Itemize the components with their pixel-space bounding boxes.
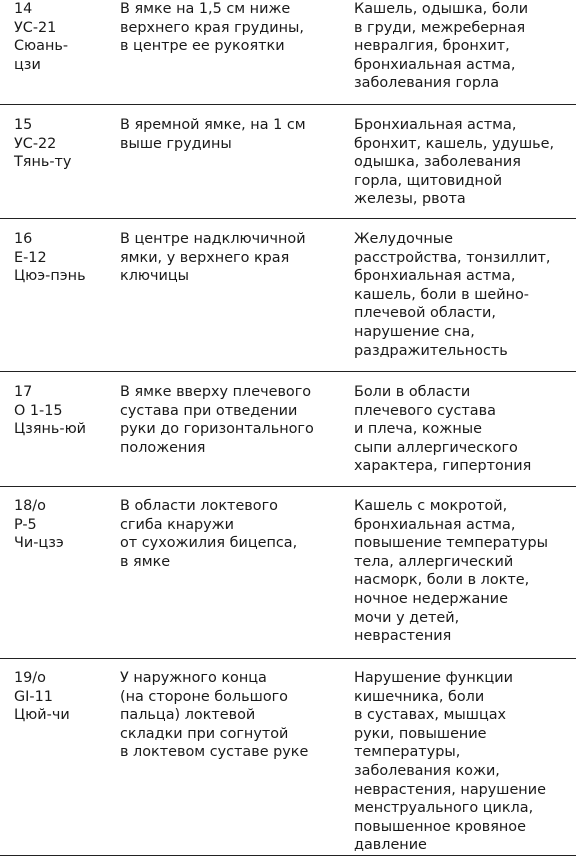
location-line: в локтевом суставе руке — [120, 744, 309, 761]
point-cell — [0, 219, 106, 372]
indications-line: сыпи аллергического — [354, 439, 518, 456]
point-line: УС-22 — [14, 135, 57, 152]
indications-line: неврастения, нарушение — [354, 781, 546, 798]
location-line: сустава при отведении — [120, 402, 298, 419]
indications-line: плечевой области, — [354, 305, 496, 322]
indications-line: в груди, межреберная — [354, 19, 526, 36]
indications-line: руки, повышение — [354, 725, 487, 742]
indications-line: неврастения — [354, 628, 452, 645]
point-line: Сюань- — [14, 38, 69, 55]
indications-line: раздражительность — [354, 342, 508, 359]
location-line: верхнего края грудины, — [120, 19, 304, 36]
point-cell — [0, 0, 106, 105]
point-line: О 1-15 — [14, 402, 63, 419]
indications-line: характера, гипертония — [354, 458, 532, 475]
indications-line: в суставах, мышцах — [354, 707, 507, 724]
location-line: сгиба кнаружи — [120, 516, 234, 533]
point-line: 16 — [14, 231, 33, 247]
location-line: У наружного конца — [120, 670, 267, 686]
point-line: 14 — [14, 1, 33, 17]
indications-line: расстройства, тонзиллит, — [354, 249, 551, 266]
point-line: УС-21 — [14, 19, 57, 36]
indications-line: менструального цикла, — [354, 800, 534, 817]
point-cell — [0, 487, 106, 659]
table-row — [0, 219, 576, 372]
location-line: (на стороне большого — [120, 688, 288, 705]
indications-cell — [339, 219, 576, 372]
indications-line: заболевания горла — [354, 75, 500, 92]
location-line: В области локтевого — [120, 498, 278, 514]
indications-line: Нарушение функции — [354, 670, 513, 686]
indications-line: бронхиальная астма, — [354, 516, 516, 533]
location-line: В ямке на 1,5 см ниже — [120, 1, 291, 17]
point-line: 19/о — [14, 670, 46, 686]
point-line: Тянь-ту — [14, 154, 72, 171]
location-line: в центре ее рукоятки — [120, 38, 285, 55]
point-line: Цзянь-юй — [14, 421, 87, 438]
location-cell — [106, 105, 339, 219]
location-line: В яремной ямке, на 1 см — [120, 117, 306, 133]
location-line: руки до горизонтального — [120, 421, 314, 438]
indications-line: тела, аллергический — [354, 553, 514, 570]
location-line: В центре надключичной — [120, 231, 306, 247]
indications-line: Боли в области — [354, 384, 471, 400]
indications-line: Кашель с мокротой, — [354, 498, 508, 514]
location-line: В ямке вверху плечевого — [120, 384, 312, 400]
indications-cell — [339, 0, 576, 105]
point-line: Чи-цзэ — [14, 535, 64, 552]
table-row — [0, 487, 576, 659]
point-line: 15 — [14, 117, 33, 133]
location-line: пальца) локтевой — [120, 707, 256, 724]
indications-line: Бронхиальная астма, — [354, 117, 517, 133]
point-cell — [0, 372, 106, 487]
location-line: в ямке — [120, 553, 171, 570]
indications-cell — [339, 372, 576, 487]
table-row — [0, 372, 576, 487]
location-cell — [106, 372, 339, 487]
location-cell — [106, 219, 339, 372]
location-line: положения — [120, 439, 206, 456]
indications-cell — [339, 487, 576, 659]
indications-line: плечевого сустава — [354, 402, 496, 419]
location-cell — [106, 659, 339, 856]
indications-line: ночное недержание — [354, 590, 508, 607]
indications-line: повышение температуры — [354, 535, 548, 552]
point-line: Цюэ-пэнь — [14, 268, 86, 285]
indications-line: температуры, — [354, 744, 461, 761]
indications-cell — [339, 659, 576, 856]
location-cell — [106, 0, 339, 105]
point-cell — [0, 659, 106, 856]
location-cell — [106, 487, 339, 659]
point-line: GI-11 — [14, 688, 53, 705]
point-line: Цюй-чи — [14, 707, 70, 724]
point-line: P-5 — [14, 516, 37, 533]
indications-line: мочи у детей, — [354, 609, 460, 626]
indications-line: кашель, боли в шейно- — [354, 286, 529, 303]
indications-cell — [339, 105, 576, 219]
indications-line: кишечника, боли — [354, 688, 485, 705]
table-row — [0, 659, 576, 856]
indications-line: насморк, боли в локте, — [354, 572, 530, 589]
indications-line: бронхит, кашель, удушье, — [354, 135, 555, 152]
table-row — [0, 105, 576, 219]
indications-line: бронхиальная астма, — [354, 268, 516, 285]
location-line: от сухожилия бицепса, — [120, 535, 298, 552]
point-line: цзи — [14, 56, 41, 73]
point-line: E-12 — [14, 249, 47, 266]
point-cell — [0, 105, 106, 219]
point-line: 18/о — [14, 498, 46, 514]
indications-line: невралгия, бронхит, — [354, 38, 510, 55]
indications-line: Кашель, одышка, боли — [354, 1, 529, 17]
indications-line: повышенное кровяное — [354, 818, 526, 835]
indications-line: нарушение сна, — [354, 323, 475, 340]
location-line: складки при согнутой — [120, 725, 289, 742]
indications-line: давление — [354, 837, 427, 854]
indications-line: заболевания кожи, — [354, 762, 500, 779]
indications-line: горла, щитовидной — [354, 172, 503, 189]
table-row — [0, 0, 576, 105]
location-line: ключицы — [120, 268, 190, 285]
location-line: выше грудины — [120, 135, 232, 152]
indications-line: Желудочные — [354, 231, 453, 247]
location-line: ямки, у верхнего края — [120, 249, 290, 266]
indications-line: бронхиальная астма, — [354, 56, 516, 73]
indications-line: одышка, заболевания — [354, 154, 521, 171]
indications-line: железы, рвота — [354, 191, 466, 208]
indications-line: и плеча, кожные — [354, 421, 482, 438]
point-line: 17 — [14, 384, 33, 400]
